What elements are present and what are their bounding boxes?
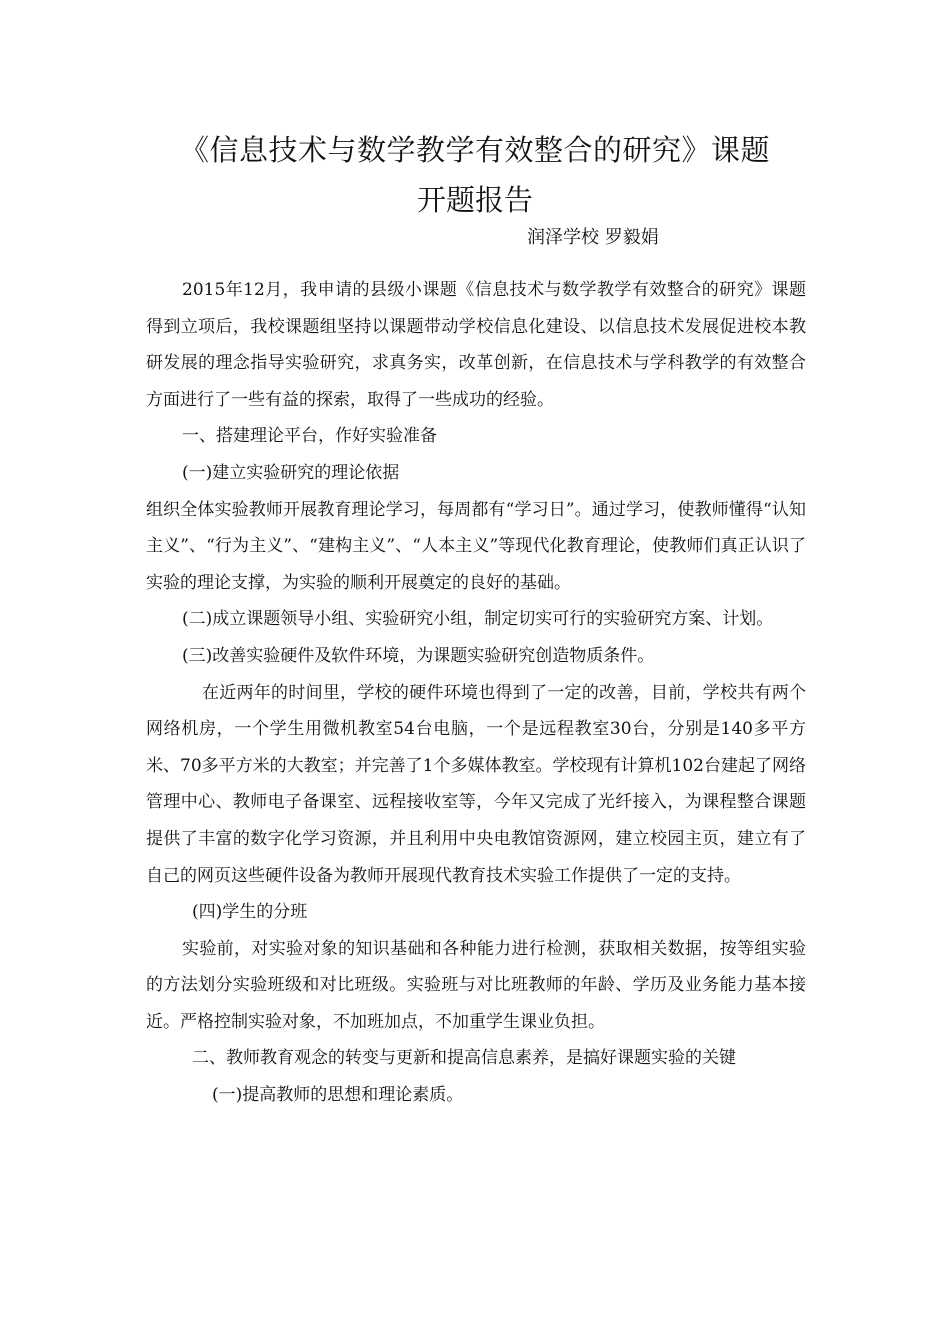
subsection-heading-1-4: (四)学生的分班 xyxy=(192,902,308,923)
body-paragraph: 在近两年的时间里，学校的硬件环境也得到了一定的改善，目前，学校共有两个网络机房，一个学生用微机教室54台电脑，一个是远程教室30台，分别是140多平方米、70多平方米的大教室；并完善了1个多媒体教室。学校现有计算机102台建起了网络管理中心、教师电子备课室、远程接收室等，今年又完成了光纤接入，为课程整合课题提供了丰富的数字化学习资源，并且利用中央电教馆资源网，建立校园主页，建立有了自己的网页这些硬件设备为教师开展现代教育技术实验工作提供了一定的支持。 xyxy=(146,682,806,886)
body-paragraph: 实验前，对实验对象的知识基础和各种能力进行检测，获取相关数据，按等组实验的方法划分实验班级和对比班级。实验班与对比班教师的年龄、学历及业务能力基本接近。严格控制实验对象，不加班加点，不加重学生课业负担。 xyxy=(146,938,806,1032)
intro-paragraph: 2015年12月，我申请的县级小课题《信息技术与数学教学有效整合的研究》课题得到立项后，我校课题组坚持以课题带动学校信息化建设、以信息技术发展促进校本教研发展的理念指导实验研究，求真务实，改革创新，在信息技术与学科教学的有效整合方面进行了一些有益的探索，取得了一些成功的经验。 xyxy=(146,280,806,410)
document-title-line-2: 开题报告 xyxy=(416,183,533,217)
document-body xyxy=(146,272,806,1114)
author-line: 润泽学校 罗毅娟 xyxy=(527,227,659,248)
subsection-heading-2-1: (一)提高教师的思想和理论素质。 xyxy=(212,1085,464,1106)
section-heading-2: 二、教师教育观念的转变与更新和提高信息素养，是搞好课题实验的关键 xyxy=(192,1048,736,1069)
section-heading-1: 一、搭建理论平台，作好实验准备 xyxy=(182,426,437,447)
subsection-heading-1-1: (一)建立实验研究的理论依据 xyxy=(182,462,400,483)
body-paragraph: 组织全体实验教师开展教育理论学习，每周都有“学习日”。通过学习，使教师懂得“认知主义”、“行为主义”、“建构主义”、“人本主义”等现代化教育理论，使教师们真正认识了实验的理论支撑，为实验的顺利开展奠定的良好的基础。 xyxy=(146,499,806,593)
subsection-heading-1-2: (二)成立课题领导小组、实验研究小组，制定切实可行的实验研究方案、计划。 xyxy=(182,609,774,630)
document-title-line-1: 《信息技术与数学教学有效整合的研究》课题 xyxy=(179,133,770,167)
subsection-heading-1-3: (三)改善实验硬件及软件环境，为课题实验研究创造物质条件。 xyxy=(182,645,655,666)
